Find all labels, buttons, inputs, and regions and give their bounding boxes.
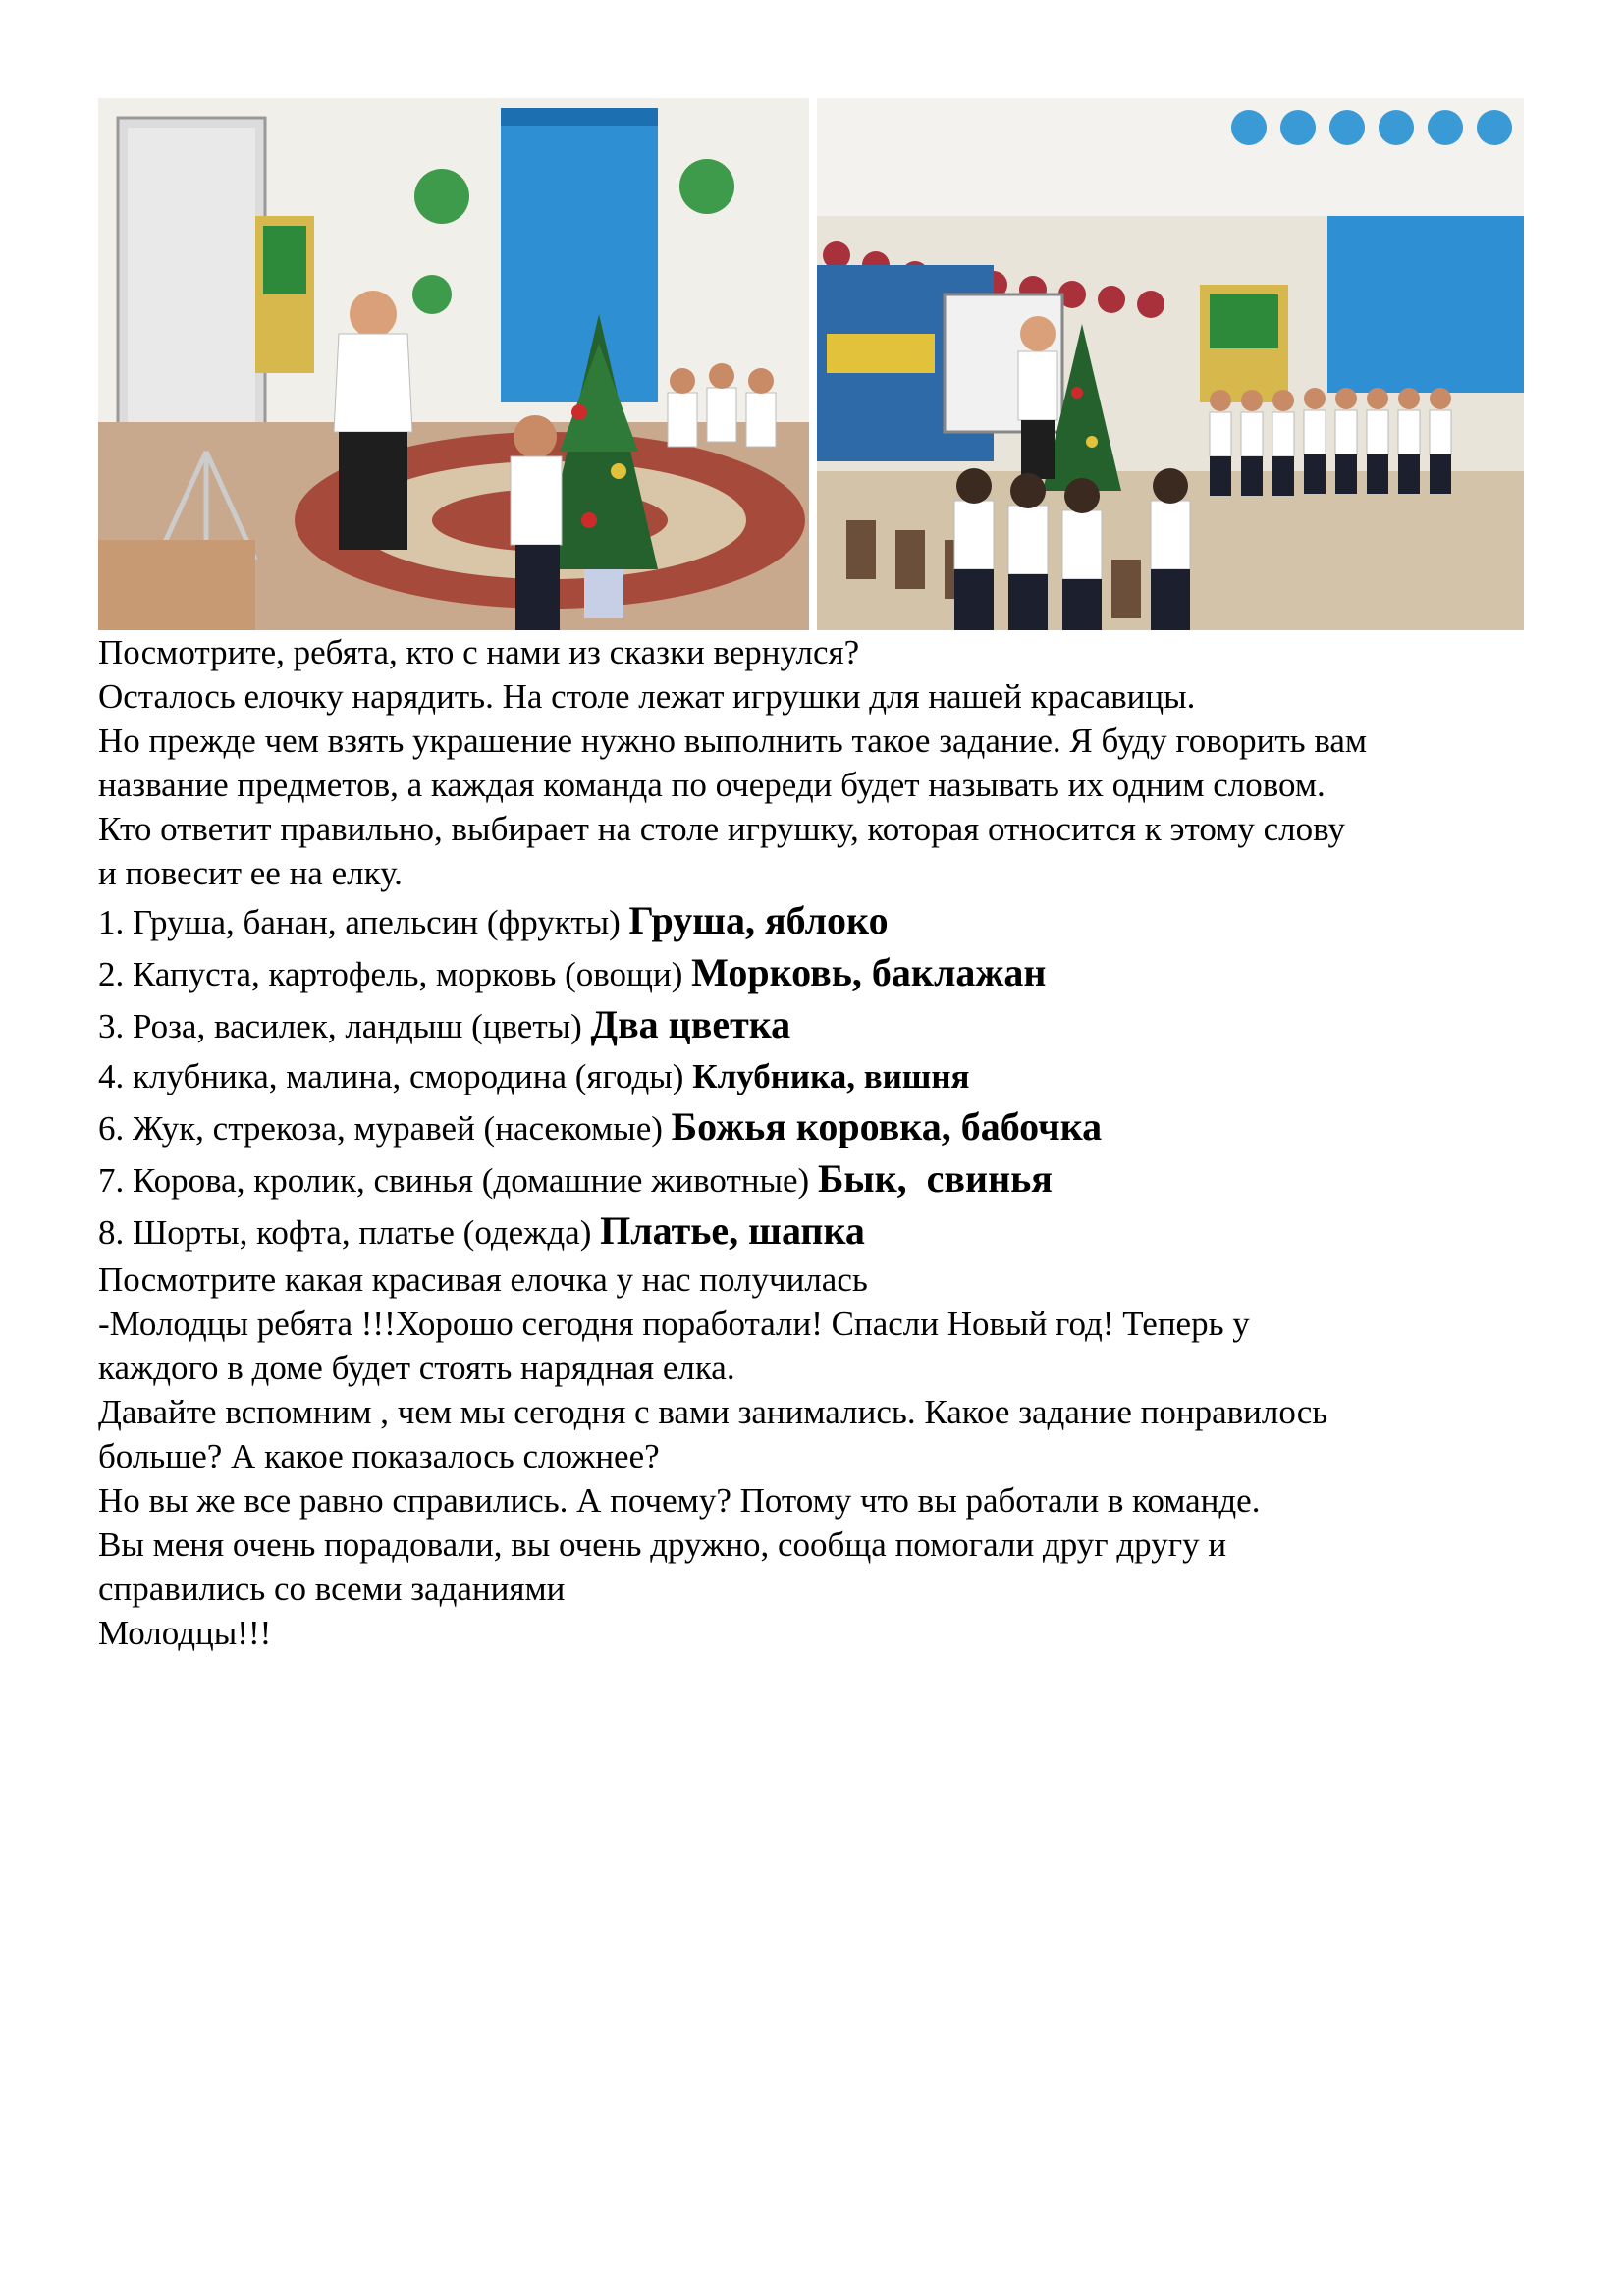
outro-line: Но вы же все равно справились. А почему? Потому что вы работали в команде. — [98, 1481, 1261, 1520]
outro-line: -Молодцы ребята !!!Хорошо сегодня поработали! Спасли Новый год! Теперь у — [98, 1305, 1250, 1343]
outro-line: больше? А какое показалось сложнее? — [98, 1437, 660, 1475]
task-answer: Клубника, вишня — [692, 1057, 970, 1095]
outro-line: Вы меня очень порадовали, вы очень дружно, сообща помогали друг другу и — [98, 1525, 1227, 1564]
outro-line: Посмотрите какая красивая елочка у нас получилась — [98, 1260, 868, 1299]
intro-line: Но прежде чем взять украшение нужно выполнить такое задание. Я буду говорить вам — [98, 721, 1368, 760]
task-item-7 — [98, 1153, 1532, 1205]
intro-line: Осталось елочку нарядить. На столе лежат игрушки для нашей красавицы. — [98, 677, 1196, 716]
task-answer: Платье, шапка — [600, 1208, 865, 1253]
task-answer: Бык, свинья — [817, 1156, 1053, 1201]
task-question: 1. Груша, банан, апельсин (фрукты) — [98, 903, 629, 941]
task-question: 7. Корова, кролик, свинья (домашние животные) — [98, 1161, 818, 1200]
intro-line: Кто ответит правильно, выбирает на столе игрушку, которая относится к этому слову — [98, 810, 1345, 848]
intro-line: Посмотрите, ребята, кто с нами из сказки вернулся? — [98, 633, 860, 671]
task-item-3 — [98, 999, 1532, 1051]
photo-strip — [98, 98, 1524, 630]
task-question: 3. Роза, василек, ландыш (цветы) — [98, 1007, 591, 1045]
intro-line: и повесит ее на елку. — [98, 854, 403, 892]
task-question: 6. Жук, стрекоза, муравей (насекомые) — [98, 1109, 672, 1148]
task-item-6 — [98, 1101, 1532, 1153]
task-answer: Морковь, баклажан — [691, 950, 1047, 994]
task-question: 8. Шорты, кофта, платье (одежда) — [98, 1213, 601, 1252]
task-answer: Груша, яблоко — [628, 898, 889, 942]
task-item-4 — [98, 1051, 1532, 1101]
task-item-1 — [98, 895, 1532, 947]
outro-line: справились со всеми заданиями — [98, 1570, 566, 1608]
document-text — [98, 630, 1532, 1655]
classroom-photo-children-line-icon — [817, 98, 1524, 630]
task-answer: Божья коровка, бабочка — [671, 1104, 1103, 1148]
outro-line: каждого в доме будет стоять нарядная елка. — [98, 1349, 735, 1387]
outro-line: Молодцы!!! — [98, 1614, 272, 1652]
outro-line: Давайте вспомним , чем мы сегодня с вами занимались. Какое задание понравилось — [98, 1393, 1328, 1431]
classroom-photo-teacher-tree-icon — [98, 98, 809, 630]
task-question: 2. Капуста, картофель, морковь (овощи) — [98, 955, 692, 993]
task-question: 4. клубника, малина, смородина (ягоды) — [98, 1057, 693, 1095]
task-item-2 — [98, 947, 1532, 999]
intro-line: название предметов, а каждая команда по очереди будет называть их одним словом. — [98, 766, 1326, 804]
task-answer: Два цветка — [590, 1002, 791, 1046]
task-item-8 — [98, 1205, 1532, 1257]
